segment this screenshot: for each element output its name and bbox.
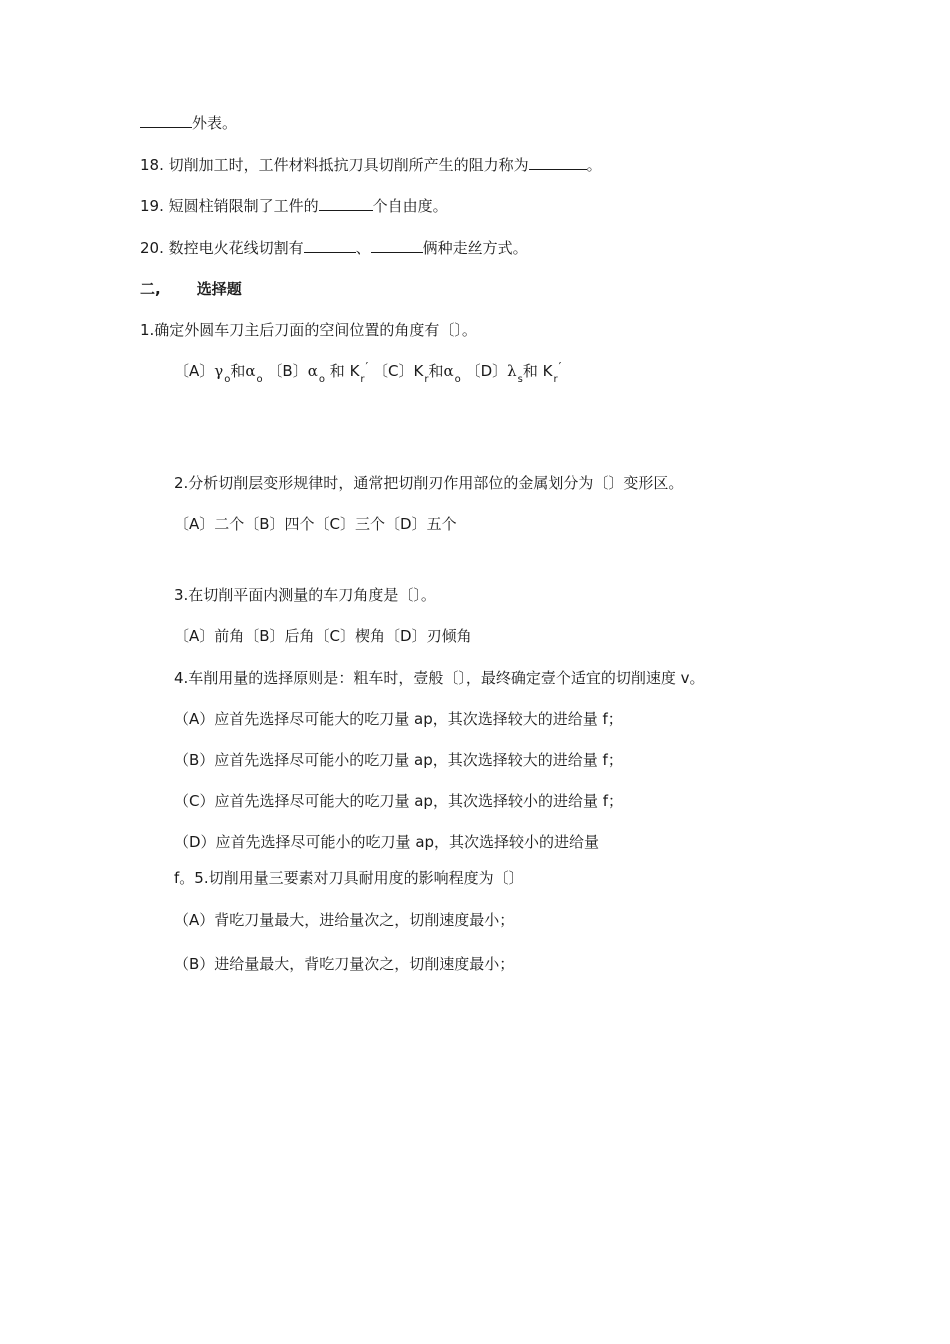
option-c-label: 〔C〕	[373, 362, 414, 380]
option-d-text: （D）应首先选择尽可能小的吃刀量 ap，其次选择较小的进给量	[174, 833, 600, 851]
prime-mark: ′	[365, 360, 369, 374]
symbol-k: K	[413, 362, 424, 380]
q17-tail	[140, 113, 237, 133]
q17-tail-text: 外表。	[192, 114, 238, 132]
option-a-label: 〔A〕	[174, 362, 215, 380]
conjunction: 和	[230, 362, 246, 380]
q18-end: 。	[586, 156, 602, 174]
q19	[140, 196, 448, 216]
q19-end: 个自由度。	[372, 197, 448, 215]
answer-blank	[529, 155, 587, 170]
question-4-option-c	[174, 791, 623, 811]
symbol-lambda: λ	[507, 362, 517, 380]
question-4-text: 4.车削用量的选择原则是：粗车时，壹般〔〕，最终确定壹个适宜的切削速度 v。	[174, 669, 705, 687]
symbol-alpha: α	[307, 362, 318, 380]
question-2-options-text: 〔A〕二个〔B〕四个〔C〕三个〔D〕五个	[174, 515, 457, 533]
subscript: r	[360, 374, 365, 385]
answer-blank	[140, 113, 192, 128]
section-heading	[140, 279, 242, 299]
q18-text: 18. 切削加工时，工件材料抵抗刀具切削所产生的阻力称为	[140, 156, 529, 174]
symbol-k: K	[542, 362, 553, 380]
subscript: r	[424, 374, 429, 385]
option-a-text: （A）应首先选择尽可能大的吃刀量 ap，其次选择较大的进给量 f；	[174, 710, 623, 728]
section-title: 选择题	[196, 280, 242, 298]
conjunction: 和	[428, 362, 444, 380]
subscript: s	[517, 374, 523, 385]
subscript: o	[454, 374, 461, 385]
symbol-alpha: α	[245, 362, 256, 380]
conjunction: 和	[522, 362, 538, 380]
subscript: o	[256, 374, 263, 385]
question-4	[174, 668, 704, 688]
question-5-option-a	[174, 910, 514, 930]
answer-blank	[319, 196, 373, 211]
prime-mark: ′	[558, 360, 562, 374]
question-4-option-a	[174, 709, 623, 729]
subscript: r	[553, 374, 558, 385]
option-b-label: 〔B〕	[267, 362, 308, 380]
question-5-text: f。5.切削用量三要素对刀具耐用度的影响程度为〔〕	[174, 869, 524, 887]
question-1-text: 1.确定外圆车刀主后刀面的空间位置的角度有〔〕。	[140, 321, 477, 339]
q18	[140, 155, 602, 175]
option-d-label: 〔D〕	[465, 362, 508, 380]
symbol-gamma: γ	[214, 362, 224, 380]
question-4-option-d	[174, 832, 599, 852]
question-3	[174, 585, 436, 605]
subscript: o	[318, 374, 325, 385]
q20-text: 20. 数控电火花线切割有	[140, 239, 304, 257]
q20-end: 俩种走丝方式。	[422, 239, 528, 257]
question-1	[140, 320, 477, 340]
answer-blank	[371, 238, 423, 253]
q20-sep: 、	[355, 239, 371, 257]
option-b-text: （B）进给量最大，背吃刀量次之，切削速度最小；	[174, 955, 515, 973]
section-number: 二,	[140, 280, 161, 298]
question-3-options	[174, 626, 472, 646]
question-3-text: 3.在切削平面内测量的车刀角度是〔〕。	[174, 586, 436, 604]
conjunction: 和	[329, 362, 345, 380]
question-2-options	[174, 514, 457, 534]
question-2	[174, 473, 683, 493]
question-5	[174, 868, 524, 888]
answer-blank	[304, 238, 356, 253]
question-1-options	[174, 361, 561, 384]
symbol-alpha: α	[443, 362, 454, 380]
q20	[140, 238, 528, 258]
q19-text: 19. 短圆柱销限制了工件的	[140, 197, 319, 215]
subscript: o	[224, 374, 231, 385]
question-3-options-text: 〔A〕前角〔B〕后角〔C〕楔角〔D〕刃倾角	[174, 627, 472, 645]
question-2-text: 2.分析切削层变形规律时，通常把切削刃作用部位的金属划分为〔〕变形区。	[174, 474, 684, 492]
symbol-k: K	[349, 362, 360, 380]
question-5-option-b	[174, 954, 514, 974]
option-c-text: （C）应首先选择尽可能大的吃刀量 ap，其次选择较小的进给量 f；	[174, 792, 624, 810]
question-4-option-b	[174, 750, 623, 770]
option-b-text: （B）应首先选择尽可能小的吃刀量 ap，其次选择较大的进给量 f；	[174, 751, 623, 769]
option-a-text: （A）背吃刀量最大，进给量次之，切削速度最小；	[174, 911, 515, 929]
